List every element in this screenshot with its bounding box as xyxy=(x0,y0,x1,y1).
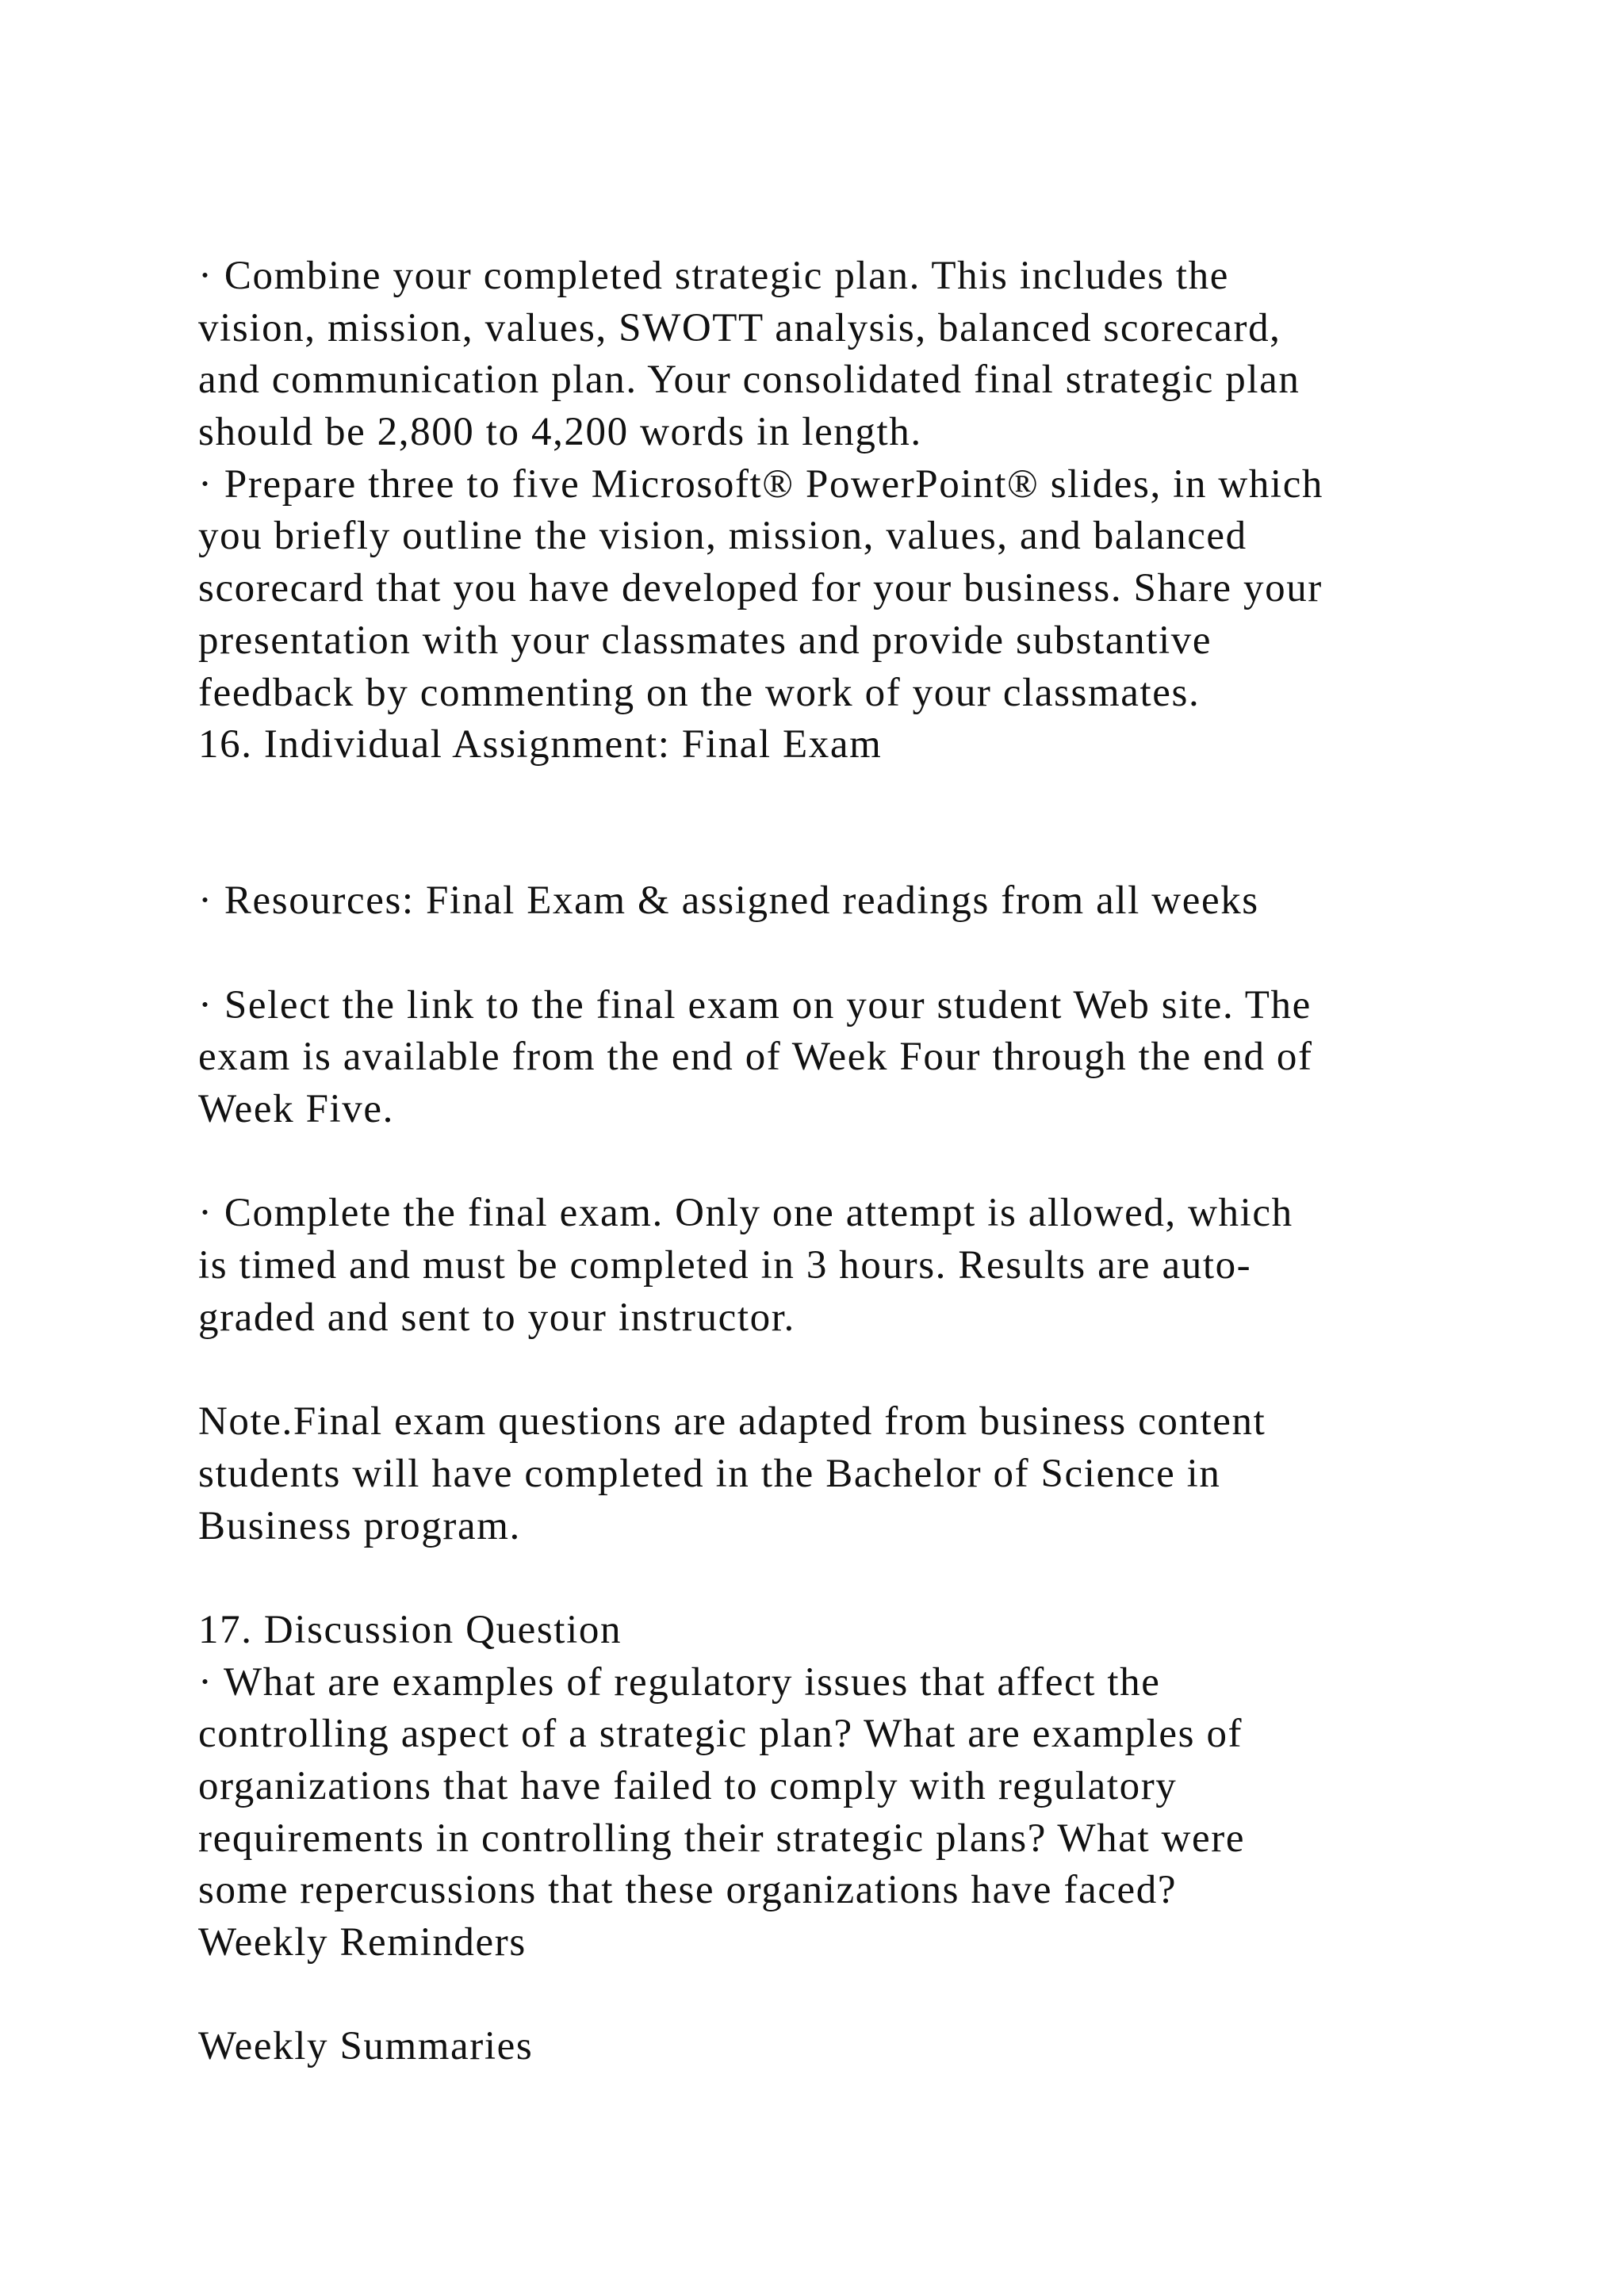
text-line: · Complete the final exam. Only one attempt is allowed, which xyxy=(198,1191,1293,1236)
text-line: Business program. xyxy=(198,1503,521,1548)
section-heading-weekly-summaries: Weekly Summaries xyxy=(198,2024,534,2069)
blank-line xyxy=(198,1969,1515,2022)
text-line: and communication plan. Your consolidated final strategic plan xyxy=(198,358,1300,403)
blank-line xyxy=(198,928,1515,980)
text-line: · Combine your completed strategic plan. This includes the xyxy=(198,254,1229,298)
text-line: you briefly outline the vision, mission, values, and balanced xyxy=(198,514,1247,559)
document-body xyxy=(198,251,1515,2073)
text-line: exam is available from the end of Week Four through the end of xyxy=(198,1035,1313,1080)
text-line: presentation with your classmates and provide substantive xyxy=(198,618,1212,663)
blank-line xyxy=(198,1552,1515,1605)
blank-line xyxy=(198,1136,1515,1188)
text-line: Week Five. xyxy=(198,1087,394,1131)
text-line: requirements in controlling their strategic plans? What were xyxy=(198,1816,1246,1861)
text-line: graded and sent to your instructor. xyxy=(198,1295,795,1340)
text-line: · What are examples of regulatory issues that affect the xyxy=(198,1659,1161,1705)
text-line: scorecard that you have developed for your business. Share your xyxy=(198,566,1323,611)
text-line: · Prepare three to five Microsoft® PowerPoint® slides, in which xyxy=(198,461,1324,507)
text-line: students will have completed in the Bachelor of Science in xyxy=(198,1451,1221,1496)
section-heading-final-exam: 16. Individual Assignment: Final Exam xyxy=(198,722,883,767)
section-heading-weekly-reminders: Weekly Reminders xyxy=(198,1920,527,1965)
text-line: is timed and must be completed in 3 hours. Results are auto- xyxy=(198,1243,1252,1288)
text-line: some repercussions that these organizations have faced? xyxy=(198,1868,1178,1913)
text-line: organizations that have failed to comply with regulatory xyxy=(198,1763,1178,1808)
blank-line xyxy=(198,771,1515,824)
blank-line xyxy=(198,824,1515,876)
text-line: controlling aspect of a strategic plan? What are examples of xyxy=(198,1712,1243,1757)
text-line: · Resources: Final Exam & assigned readings from all weeks xyxy=(198,878,1259,924)
text-line: should be 2,800 to 4,200 words in length. xyxy=(198,410,922,455)
text-line: vision, mission, values, SWOTT analysis, balanced scorecard, xyxy=(198,305,1281,350)
text-line: · Select the link to the final exam on your student Web site. The xyxy=(198,982,1312,1027)
section-heading-discussion-question: 17. Discussion Question xyxy=(198,1607,622,1652)
blank-line xyxy=(198,1344,1515,1396)
text-line: feedback by commenting on the work of your classmates. xyxy=(198,670,1201,715)
text-line: Note.Final exam questions are adapted from business content xyxy=(198,1399,1266,1445)
